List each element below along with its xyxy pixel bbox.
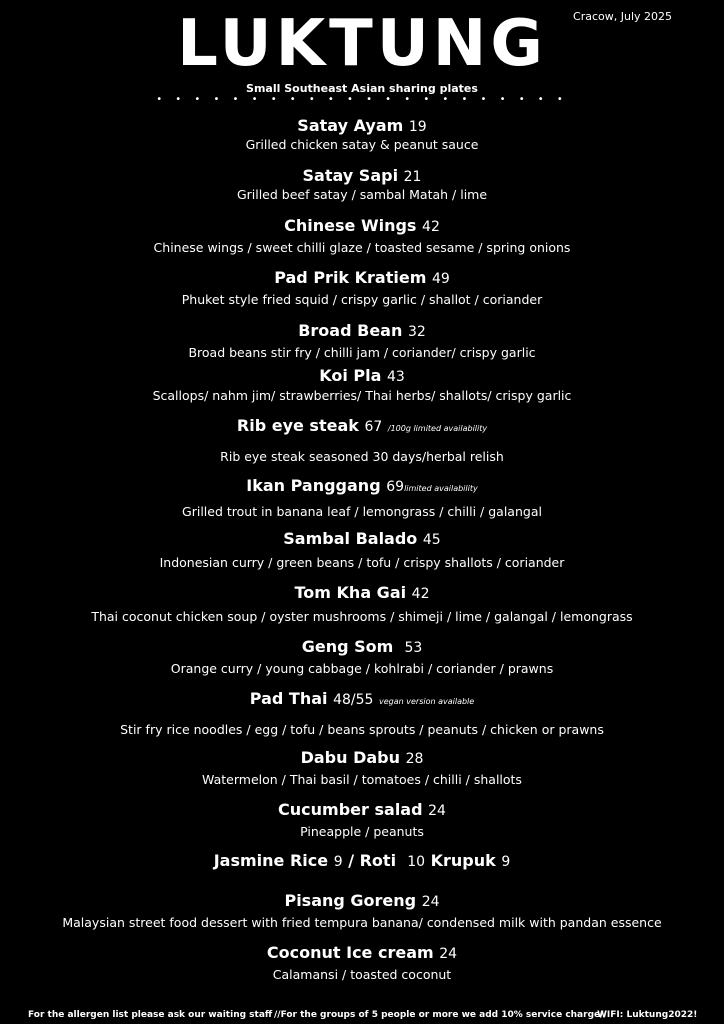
menu-item-satay-sapi [0,166,724,203]
item-name: Pad Thai [249,689,328,708]
item-description: Rib eye steak seasoned 30 days/herbal relish [220,449,504,464]
item-description: Calamansi / toasted coconut [272,967,452,982]
side-price-roti: 10 [407,854,426,870]
item-name: Pad Prik Kratiem [274,268,427,287]
item-description: Thai coconut chicken soup / oyster mushrooms / shimeji / lime / galangal / lemongrass [91,609,633,624]
allergen-note: For the allergen list please ask our waiting staff [28,1010,273,1020]
item-description: Scallops/ nahm jim/ strawberries/ Thai herbs/ shallots/ crispy garlic [152,388,572,403]
item-description: Stir fry rice noodles / egg / tofu / beans sprouts / peanuts / chicken or prawns [120,722,604,737]
item-price: 24 [428,803,446,819]
item-price: 69 [386,479,405,495]
menu-item-chinese-wings [0,216,724,256]
item-price: 53 [404,640,423,656]
menu-item-ikan-panggang [0,476,724,520]
item-name: Tom Kha Gai [294,583,407,602]
item-description: Grilled beef satay / sambal Matah / lime [236,187,488,202]
menu-item-geng-som [0,637,724,677]
item-name: Cucumber salad [278,800,423,819]
menu-item-pad-prik-kratiem [0,268,724,308]
item-name: Sambal Balado [283,529,418,548]
item-name: Koi Pla [319,366,382,385]
item-description: Orange curry / young cabbage / kohlrabi / coriander / prawns [170,661,554,676]
item-note: vegan version available [379,697,475,706]
menu-item-cucumber-salad [0,800,724,840]
item-name: Rib eye steak [236,416,359,435]
menu-item-koi-pla [0,366,724,404]
item-price: 21 [403,169,422,185]
item-price: 43 [386,369,405,385]
wifi-note: WIFI: Luktung2022! [597,1010,698,1020]
item-name: Satay Sapi [302,166,399,185]
menu-date: Cracow, July 2025 [573,10,672,23]
menu-item-pisang-goreng [0,891,724,931]
item-price: 24 [421,894,440,910]
item-note: /100g limited availability [387,424,488,433]
item-name: Dabu Dabu [300,748,400,767]
item-description: Chinese wings / sweet chilli glaze / toasted sesame / spring onions [153,240,571,255]
item-description: Indonesian curry / green beans / tofu / crispy shallots / coriander [159,555,565,570]
item-name: Chinese Wings [284,216,417,235]
item-price: 32 [407,324,426,340]
menu-tagline: Small Southeast Asian sharing plates [246,82,478,95]
item-note: limited availability [404,484,478,493]
item-description: Broad beans stir fry / chilli jam / coriander/ crispy garlic [188,345,536,360]
menu-item-sambal-balado [0,529,724,571]
menu-item-rib-eye-steak [0,416,724,465]
item-description: Pineapple / peanuts [300,824,424,839]
item-name: Satay Ayam [297,116,404,135]
item-price: 42 [411,586,430,602]
item-description: Malaysian street food dessert with fried tempura banana/ condensed milk with pandan essence [62,915,662,930]
item-price: 42 [422,219,440,235]
side-name-krupuk: Krupuk [430,851,496,870]
item-name: Broad Bean [298,321,403,340]
side-name-jasmine-rice: Jasmine Rice [213,851,329,870]
restaurant-logo: LUKTUNG [177,7,547,81]
side-price-jasmine-rice: 9 [333,854,343,870]
menu-item-broad-bean [0,321,724,361]
item-price: 19 [408,119,427,135]
dotted-divider: • • • • • • • • • • • • • • • • • • • • • • [156,94,568,105]
item-description: Grilled chicken satay & peanut sauce [245,137,479,152]
side-separator: / [348,851,355,870]
item-name: Geng Som [301,637,394,656]
menu-item-coconut-ice-cream [0,943,724,983]
item-description: Phuket style fried squid / crispy garlic / shallot / coriander [181,292,543,307]
item-description: Watermelon / Thai basil / tomatoes / chilli / shallots [202,772,522,787]
service-charge-note: //For the groups of 5 people or more we add 10% service charge// [274,1010,607,1020]
item-price: 49 [431,271,450,287]
item-price: 28 [405,751,424,767]
menu-item-satay-ayam [0,116,724,153]
menu-sides-line [0,851,724,872]
item-name: Coconut Ice cream [266,943,434,962]
menu-item-tom-kha-gai [0,583,724,625]
menu-item-dabu-dabu [0,748,724,788]
side-price-krupuk: 9 [501,854,511,870]
item-name: Pisang Goreng [284,891,417,910]
item-description: Grilled trout in banana leaf / lemongrass / chilli / galangal [182,504,542,519]
item-price: 45 [422,532,441,548]
side-name-roti: Roti [359,851,397,870]
item-price: 48/55 [333,692,374,708]
item-price: 24 [439,946,458,962]
item-name: Ikan Panggang [246,476,381,495]
item-price: 67 [364,419,383,435]
menu-item-pad-thai [0,689,724,738]
